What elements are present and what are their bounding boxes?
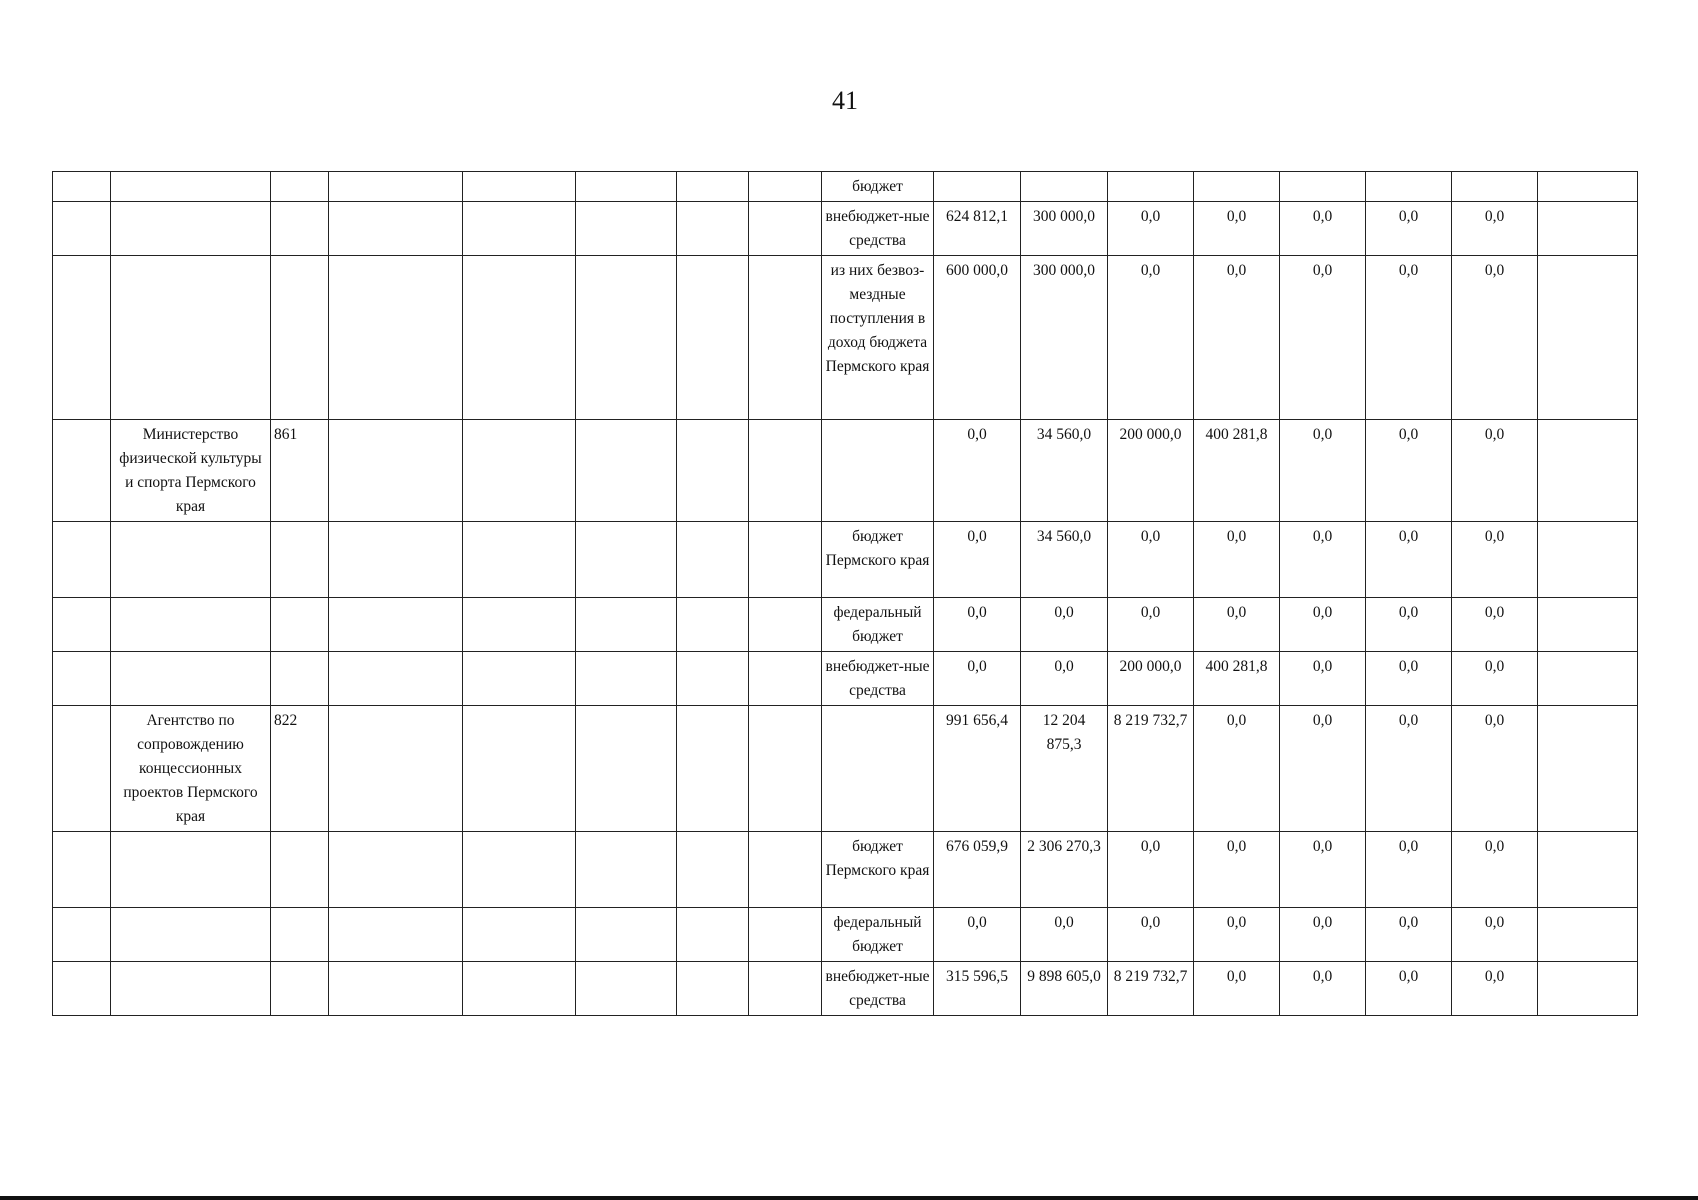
amount-cell: 0,0 (1452, 202, 1538, 256)
funding-source-cell (822, 706, 934, 832)
empty-cell (677, 652, 749, 706)
code-cell (271, 962, 329, 1016)
empty-cell (329, 256, 463, 420)
organization-cell (111, 202, 271, 256)
empty-cell (329, 420, 463, 522)
amount-cell: 0,0 (1366, 420, 1452, 522)
funding-source-cell: из них безвоз-мездные поступления в доход бюджета Пермского края (822, 256, 934, 420)
empty-cell (749, 706, 822, 832)
notes-cell (1538, 256, 1638, 420)
table-row (53, 908, 1638, 962)
empty-cell (329, 522, 463, 598)
notes-cell (1538, 420, 1638, 522)
organization-cell (111, 172, 271, 202)
amount-cell: 0,0 (1452, 908, 1538, 962)
amount-cell: 0,0 (1280, 522, 1366, 598)
amount-cell: 300 000,0 (1021, 256, 1108, 420)
funding-source-cell: бюджет Пермского края (822, 832, 934, 908)
empty-cell (463, 962, 576, 1016)
empty-cell (677, 256, 749, 420)
amount-cell: 9 898 605,0 (1021, 962, 1108, 1016)
amount-cell: 0,0 (1280, 202, 1366, 256)
code-cell (271, 652, 329, 706)
amount-cell: 0,0 (1452, 652, 1538, 706)
notes-cell (1538, 598, 1638, 652)
amount-cell: 0,0 (1194, 962, 1280, 1016)
empty-cell (749, 652, 822, 706)
funding-source-cell: федеральный бюджет (822, 598, 934, 652)
amount-cell: 2 306 270,3 (1021, 832, 1108, 908)
empty-cell (677, 962, 749, 1016)
row-index-cell (53, 202, 111, 256)
amount-cell: 0,0 (934, 598, 1021, 652)
amount-cell: 400 281,8 (1194, 652, 1280, 706)
empty-cell (463, 652, 576, 706)
empty-cell (576, 962, 677, 1016)
row-index-cell (53, 706, 111, 832)
table-row (53, 652, 1638, 706)
funding-source-cell: федеральный бюджет (822, 908, 934, 962)
amount-cell: 0,0 (1194, 256, 1280, 420)
notes-cell (1538, 908, 1638, 962)
empty-cell (749, 420, 822, 522)
table-row (53, 172, 1638, 202)
table-row (53, 522, 1638, 598)
amount-cell: 0,0 (934, 420, 1021, 522)
empty-cell (329, 202, 463, 256)
empty-cell (329, 598, 463, 652)
amount-cell: 0,0 (1280, 420, 1366, 522)
amount-cell: 0,0 (1021, 908, 1108, 962)
amount-cell: 0,0 (1452, 522, 1538, 598)
amount-cell: 0,0 (1108, 598, 1194, 652)
amount-cell: 0,0 (1280, 908, 1366, 962)
organization-cell (111, 256, 271, 420)
amount-cell: 400 281,8 (1194, 420, 1280, 522)
amount-cell: 0,0 (1280, 256, 1366, 420)
amount-cell (1366, 172, 1452, 202)
notes-cell (1538, 522, 1638, 598)
amount-cell (1452, 172, 1538, 202)
funding-source-cell: внебюджет-ные средства (822, 202, 934, 256)
empty-cell (463, 598, 576, 652)
code-cell (271, 172, 329, 202)
amount-cell: 0,0 (1366, 908, 1452, 962)
row-index-cell (53, 962, 111, 1016)
empty-cell (576, 706, 677, 832)
empty-cell (576, 832, 677, 908)
amount-cell (934, 172, 1021, 202)
empty-cell (463, 420, 576, 522)
organization-cell (111, 598, 271, 652)
amount-cell: 0,0 (1366, 202, 1452, 256)
empty-cell (463, 202, 576, 256)
empty-cell (329, 706, 463, 832)
empty-cell (677, 420, 749, 522)
amount-cell: 0,0 (1021, 652, 1108, 706)
amount-cell: 0,0 (1452, 706, 1538, 832)
amount-cell: 676 059,9 (934, 832, 1021, 908)
amount-cell: 0,0 (1280, 962, 1366, 1016)
code-cell (271, 832, 329, 908)
amount-cell: 8 219 732,7 (1108, 706, 1194, 832)
amount-cell (1280, 172, 1366, 202)
empty-cell (576, 652, 677, 706)
empty-cell (749, 172, 822, 202)
empty-cell (463, 832, 576, 908)
amount-cell (1021, 172, 1108, 202)
table-row (53, 832, 1638, 908)
amount-cell: 300 000,0 (1021, 202, 1108, 256)
code-cell (271, 908, 329, 962)
empty-cell (749, 202, 822, 256)
empty-cell (749, 598, 822, 652)
budget-table (52, 171, 1638, 1016)
empty-cell (749, 256, 822, 420)
amount-cell: 8 219 732,7 (1108, 962, 1194, 1016)
funding-source-cell: внебюджет-ные средства (822, 962, 934, 1016)
table-row (53, 256, 1638, 420)
amount-cell: 0,0 (1366, 598, 1452, 652)
empty-cell (749, 832, 822, 908)
amount-cell: 0,0 (1194, 522, 1280, 598)
empty-cell (576, 172, 677, 202)
empty-cell (677, 706, 749, 832)
empty-cell (329, 172, 463, 202)
empty-cell (576, 202, 677, 256)
amount-cell (1194, 172, 1280, 202)
row-index-cell (53, 598, 111, 652)
amount-cell: 0,0 (1194, 706, 1280, 832)
organization-cell: Агентство по сопровождению концессионных проектов Пермского края (111, 706, 271, 832)
amount-cell: 200 000,0 (1108, 420, 1194, 522)
row-index-cell (53, 652, 111, 706)
amount-cell: 600 000,0 (934, 256, 1021, 420)
empty-cell (329, 832, 463, 908)
empty-cell (677, 598, 749, 652)
amount-cell (1108, 172, 1194, 202)
organization-cell: Министерство физической культуры и спорта Пермского края (111, 420, 271, 522)
amount-cell: 0,0 (1108, 832, 1194, 908)
empty-cell (749, 522, 822, 598)
amount-cell: 0,0 (934, 522, 1021, 598)
code-cell: 861 (271, 420, 329, 522)
empty-cell (576, 908, 677, 962)
row-index-cell (53, 420, 111, 522)
code-cell (271, 598, 329, 652)
amount-cell: 0,0 (1366, 832, 1452, 908)
row-index-cell (53, 172, 111, 202)
scan-bottom-edge (0, 1196, 1698, 1200)
row-index-cell (53, 522, 111, 598)
empty-cell (576, 256, 677, 420)
amount-cell: 0,0 (1108, 256, 1194, 420)
table-row (53, 420, 1638, 522)
empty-cell (677, 202, 749, 256)
amount-cell: 0,0 (1194, 598, 1280, 652)
amount-cell: 0,0 (1366, 962, 1452, 1016)
empty-cell (677, 172, 749, 202)
amount-cell: 0,0 (1280, 598, 1366, 652)
amount-cell: 624 812,1 (934, 202, 1021, 256)
notes-cell (1538, 706, 1638, 832)
row-index-cell (53, 256, 111, 420)
organization-cell (111, 832, 271, 908)
amount-cell: 0,0 (1194, 202, 1280, 256)
amount-cell: 0,0 (1366, 522, 1452, 598)
amount-cell: 0,0 (1452, 256, 1538, 420)
empty-cell (677, 522, 749, 598)
empty-cell (329, 962, 463, 1016)
row-index-cell (53, 832, 111, 908)
amount-cell: 12 204 875,3 (1021, 706, 1108, 832)
empty-cell (576, 522, 677, 598)
organization-cell (111, 908, 271, 962)
amount-cell: 0,0 (1452, 420, 1538, 522)
page-number: 41 (832, 86, 858, 115)
empty-cell (749, 962, 822, 1016)
empty-cell (463, 256, 576, 420)
row-index-cell (53, 908, 111, 962)
amount-cell: 0,0 (1452, 832, 1538, 908)
empty-cell (329, 908, 463, 962)
amount-cell: 0,0 (1280, 706, 1366, 832)
table-row (53, 202, 1638, 256)
empty-cell (463, 172, 576, 202)
empty-cell (576, 598, 677, 652)
notes-cell (1538, 652, 1638, 706)
amount-cell: 200 000,0 (1108, 652, 1194, 706)
organization-cell (111, 962, 271, 1016)
code-cell (271, 522, 329, 598)
funding-source-cell: внебюджет-ные средства (822, 652, 934, 706)
empty-cell (677, 832, 749, 908)
empty-cell (463, 908, 576, 962)
code-cell (271, 202, 329, 256)
empty-cell (463, 706, 576, 832)
amount-cell: 0,0 (1280, 652, 1366, 706)
funding-source-cell (822, 420, 934, 522)
amount-cell: 0,0 (934, 652, 1021, 706)
amount-cell: 0,0 (1366, 706, 1452, 832)
amount-cell: 315 596,5 (934, 962, 1021, 1016)
amount-cell: 0,0 (1452, 598, 1538, 652)
code-cell (271, 256, 329, 420)
funding-source-cell: бюджет (822, 172, 934, 202)
amount-cell: 0,0 (1108, 522, 1194, 598)
notes-cell (1538, 962, 1638, 1016)
amount-cell: 0,0 (1280, 832, 1366, 908)
empty-cell (463, 522, 576, 598)
amount-cell: 0,0 (1452, 962, 1538, 1016)
empty-cell (576, 420, 677, 522)
notes-cell (1538, 202, 1638, 256)
empty-cell (329, 652, 463, 706)
code-cell: 822 (271, 706, 329, 832)
organization-cell (111, 652, 271, 706)
amount-cell: 991 656,4 (934, 706, 1021, 832)
amount-cell: 0,0 (1021, 598, 1108, 652)
amount-cell: 34 560,0 (1021, 420, 1108, 522)
notes-cell (1538, 172, 1638, 202)
empty-cell (677, 908, 749, 962)
amount-cell: 34 560,0 (1021, 522, 1108, 598)
table-row (53, 706, 1638, 832)
notes-cell (1538, 832, 1638, 908)
amount-cell: 0,0 (1366, 256, 1452, 420)
amount-cell: 0,0 (1194, 908, 1280, 962)
amount-cell: 0,0 (1108, 202, 1194, 256)
organization-cell (111, 522, 271, 598)
amount-cell: 0,0 (1366, 652, 1452, 706)
table-row (53, 962, 1638, 1016)
table-row (53, 598, 1638, 652)
amount-cell: 0,0 (934, 908, 1021, 962)
empty-cell (749, 908, 822, 962)
amount-cell: 0,0 (1108, 908, 1194, 962)
amount-cell: 0,0 (1194, 832, 1280, 908)
funding-source-cell: бюджет Пермского края (822, 522, 934, 598)
